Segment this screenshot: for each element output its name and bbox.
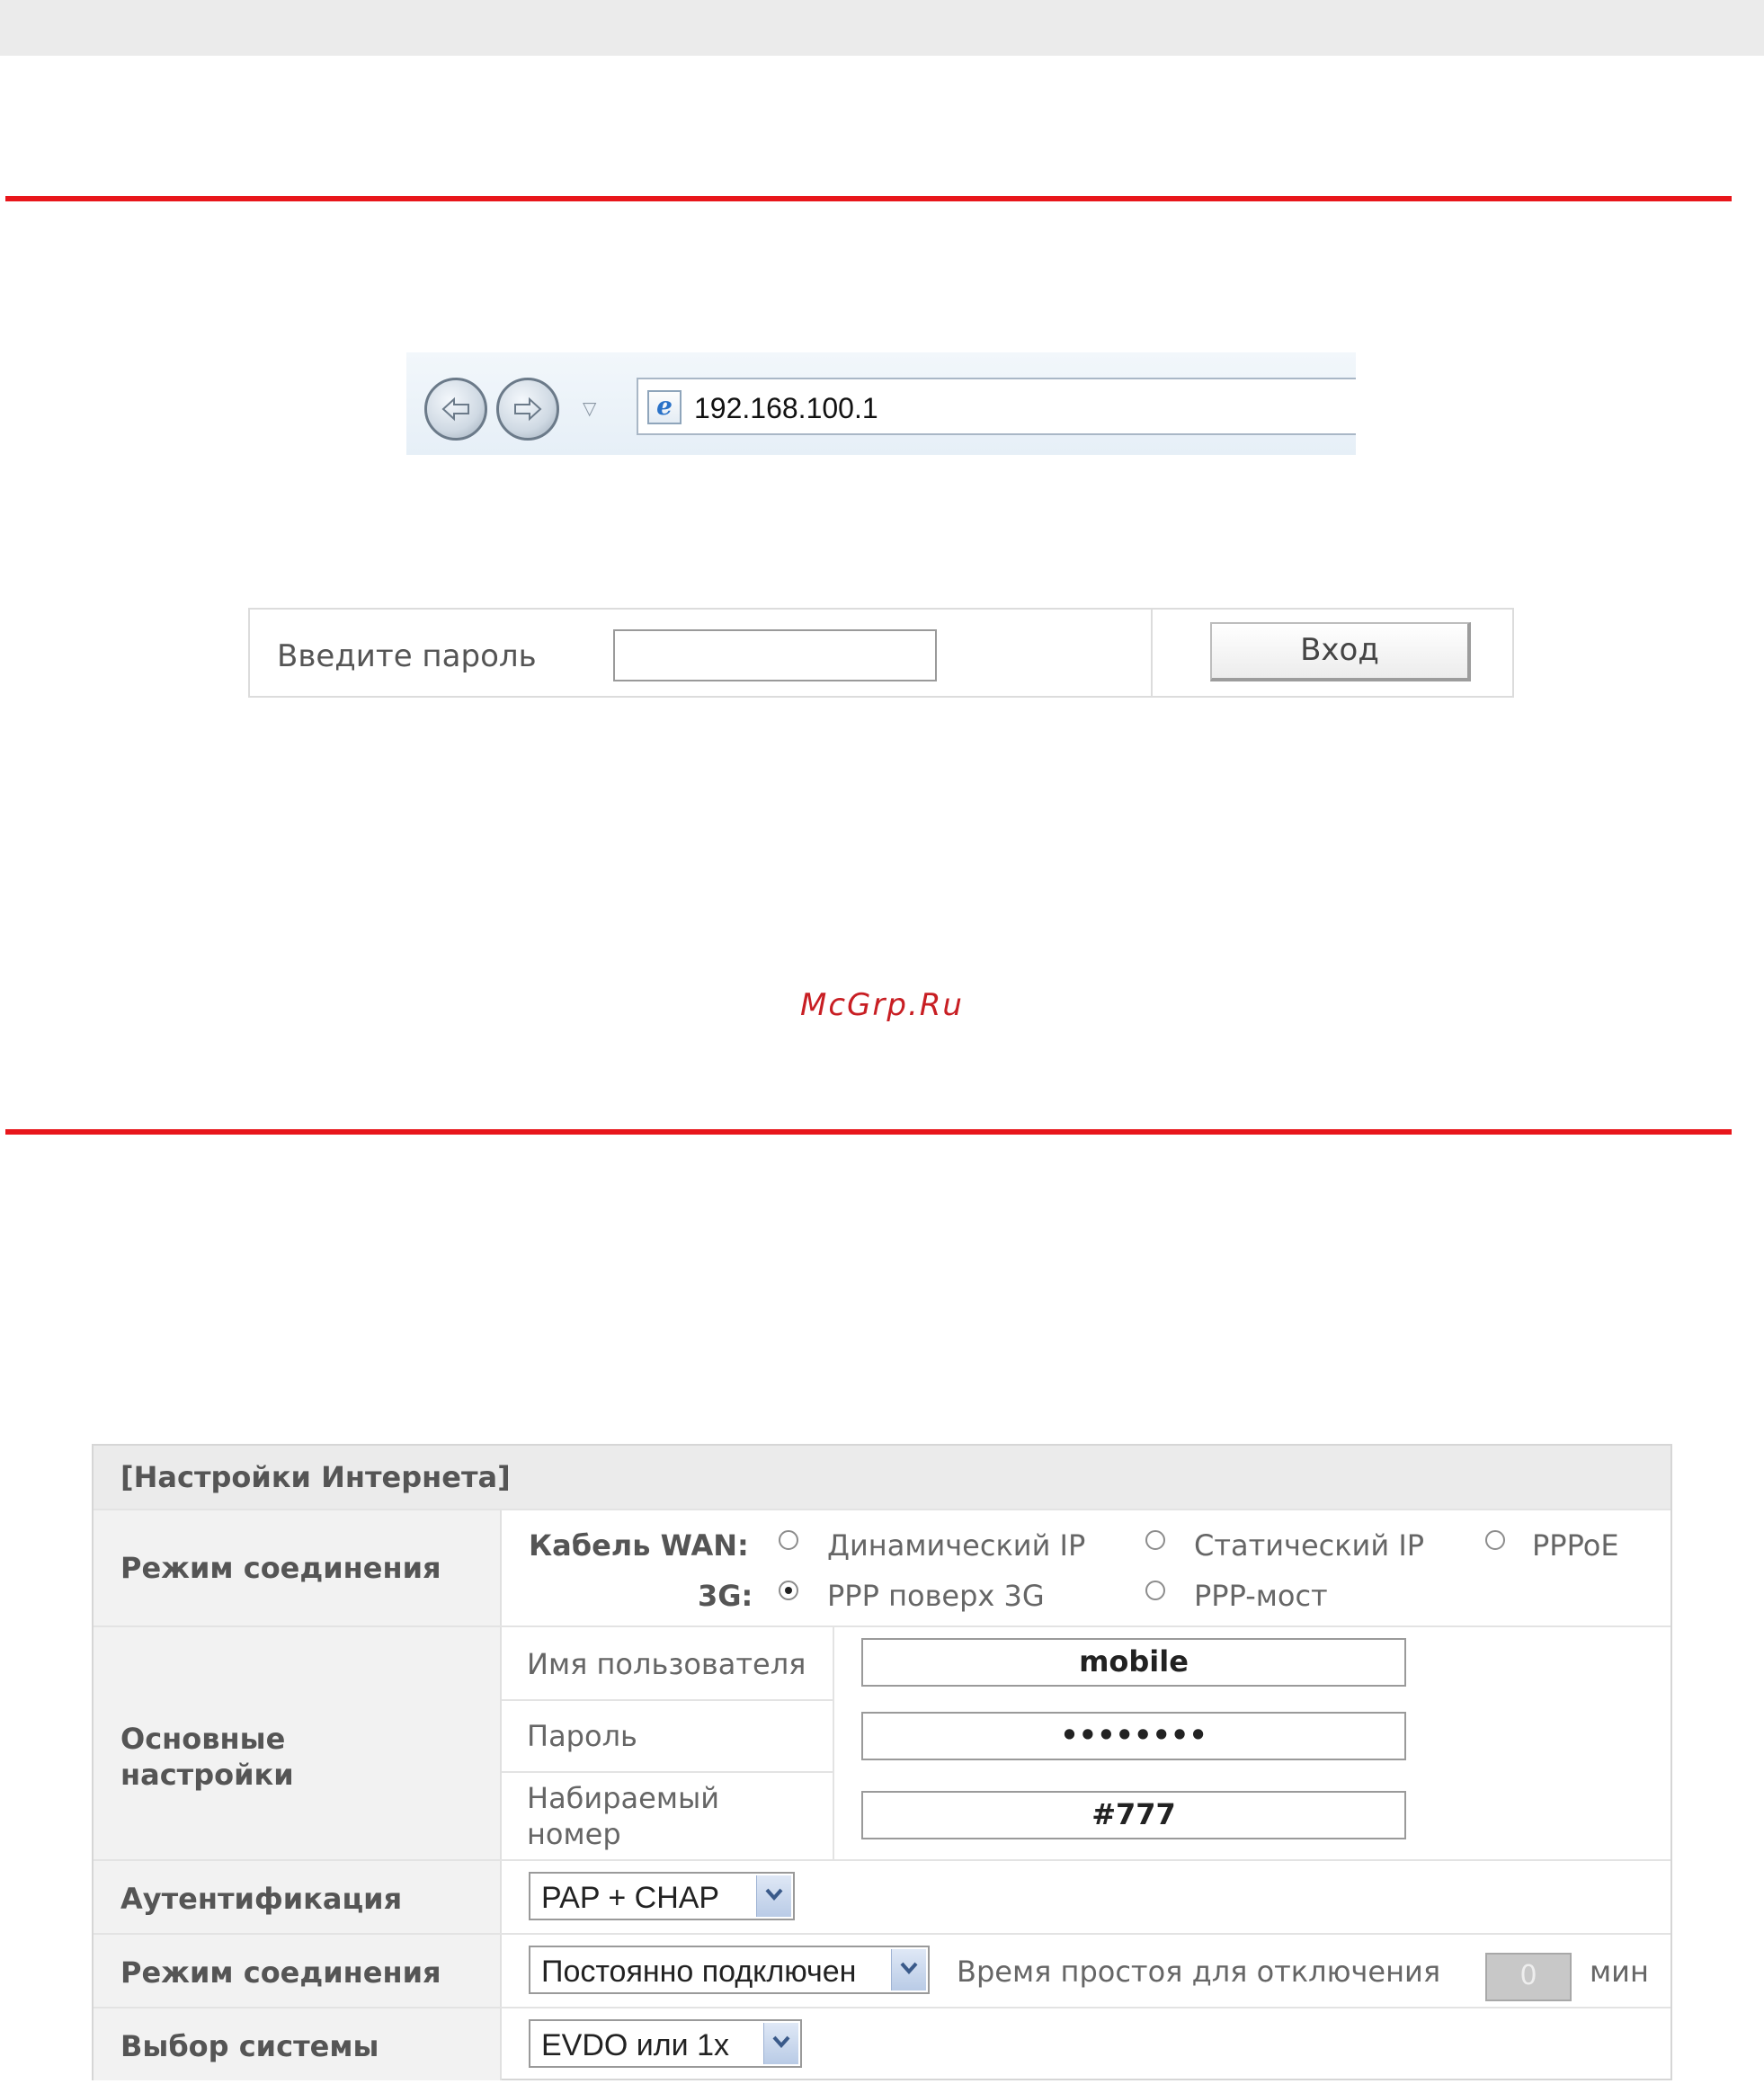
authentication-value: PAP + CHAP xyxy=(541,1881,720,1915)
option-ppp-over-3g: PPP поверх 3G xyxy=(827,1579,1045,1613)
settings-password-label: Пароль xyxy=(527,1719,637,1753)
system-select-label-cell xyxy=(94,2008,502,2080)
connection-mode-value: Постоянно подключен xyxy=(541,1955,857,1989)
chevron-down-icon xyxy=(756,1875,791,1917)
authentication-label: Аутентификация xyxy=(120,1882,403,1916)
option-pppoe: PPPoE xyxy=(1532,1528,1619,1563)
browser-address-bar xyxy=(406,352,1356,455)
settings-header xyxy=(94,1446,1670,1510)
radio-static-ip[interactable] xyxy=(1145,1530,1165,1550)
address-text: 192.168.100.1 xyxy=(694,392,878,424)
connection-mode-2-label: Режим соединения xyxy=(120,1955,441,1990)
idle-time-label: Время простоя для отключения xyxy=(957,1955,1441,1989)
address-input[interactable] xyxy=(637,378,1356,435)
connection-mode-label: Режим соединения xyxy=(120,1551,441,1585)
dial-number-label-line2: номер xyxy=(527,1817,621,1851)
watermark: McGrp.Ru xyxy=(800,987,964,1023)
idle-time-unit: мин xyxy=(1590,1955,1649,1989)
username-input[interactable]: mobile xyxy=(861,1638,1406,1687)
username-label: Имя пользователя xyxy=(527,1647,806,1681)
wan-label: Кабель WAN: xyxy=(529,1528,749,1563)
option-dynamic-ip: Динамический IP xyxy=(827,1528,1086,1563)
g3-label: 3G: xyxy=(698,1579,753,1613)
system-select-label: Выбор системы xyxy=(120,2029,379,2063)
radio-ppp-bridge[interactable] xyxy=(1145,1581,1165,1600)
option-static-ip: Статический IP xyxy=(1194,1528,1425,1563)
dial-number-label-line1: Набираемый xyxy=(527,1781,720,1815)
connection-mode-label-cell xyxy=(94,1510,502,1625)
settings-title: [Настройки Интернета] xyxy=(120,1460,511,1494)
basic-settings-label-cell xyxy=(94,1627,502,1859)
basic-settings-row xyxy=(94,1627,1670,1861)
login-form xyxy=(248,608,1514,698)
chevron-down-icon xyxy=(763,2023,798,2064)
back-arrow-icon xyxy=(440,396,472,423)
ie-icon: e xyxy=(647,390,682,424)
connection-mode-2-label-cell xyxy=(94,1935,502,2007)
basic-settings-label-line2: настройки xyxy=(120,1758,294,1792)
password-input[interactable] xyxy=(613,629,937,681)
top-gray-band xyxy=(0,0,1764,56)
authentication-row xyxy=(94,1861,1670,1935)
forward-button[interactable] xyxy=(496,378,559,441)
connection-mode-2-row xyxy=(94,1935,1670,2008)
back-button[interactable] xyxy=(424,378,487,441)
chevron-down-icon xyxy=(891,1949,926,1990)
red-divider-top xyxy=(5,196,1732,201)
forward-arrow-icon xyxy=(512,396,544,423)
system-select-row xyxy=(94,2008,1670,2080)
login-separator xyxy=(1151,610,1153,696)
authentication-label-cell xyxy=(94,1861,502,1933)
radio-dynamic-ip[interactable] xyxy=(779,1530,798,1550)
basic-settings-label-line1: Основные xyxy=(120,1722,286,1756)
dial-number-label-cell xyxy=(502,1773,834,1859)
password-label: Введите пароль xyxy=(277,638,537,674)
connection-mode-select[interactable] xyxy=(529,1946,930,1994)
password-label-cell xyxy=(502,1701,834,1773)
radio-pppoe[interactable] xyxy=(1485,1530,1505,1550)
authentication-select[interactable] xyxy=(529,1872,795,1920)
system-select-value: EVDO или 1x xyxy=(541,2028,729,2062)
dial-number-input[interactable]: #777 xyxy=(861,1791,1406,1839)
idle-time-input[interactable]: 0 xyxy=(1485,1953,1572,2001)
connection-mode-row xyxy=(94,1510,1670,1627)
username-label-cell xyxy=(502,1627,834,1701)
red-divider-bottom xyxy=(5,1129,1732,1135)
system-select[interactable] xyxy=(529,2019,802,2068)
login-button[interactable]: Вход xyxy=(1210,622,1471,681)
internet-settings-table xyxy=(92,1444,1672,2080)
radio-ppp-over-3g[interactable] xyxy=(779,1581,798,1600)
settings-password-input[interactable]: •••••••• xyxy=(861,1712,1406,1760)
option-ppp-bridge: PPP-мост xyxy=(1194,1579,1328,1613)
history-dropdown-icon[interactable]: ▽ xyxy=(583,397,597,419)
